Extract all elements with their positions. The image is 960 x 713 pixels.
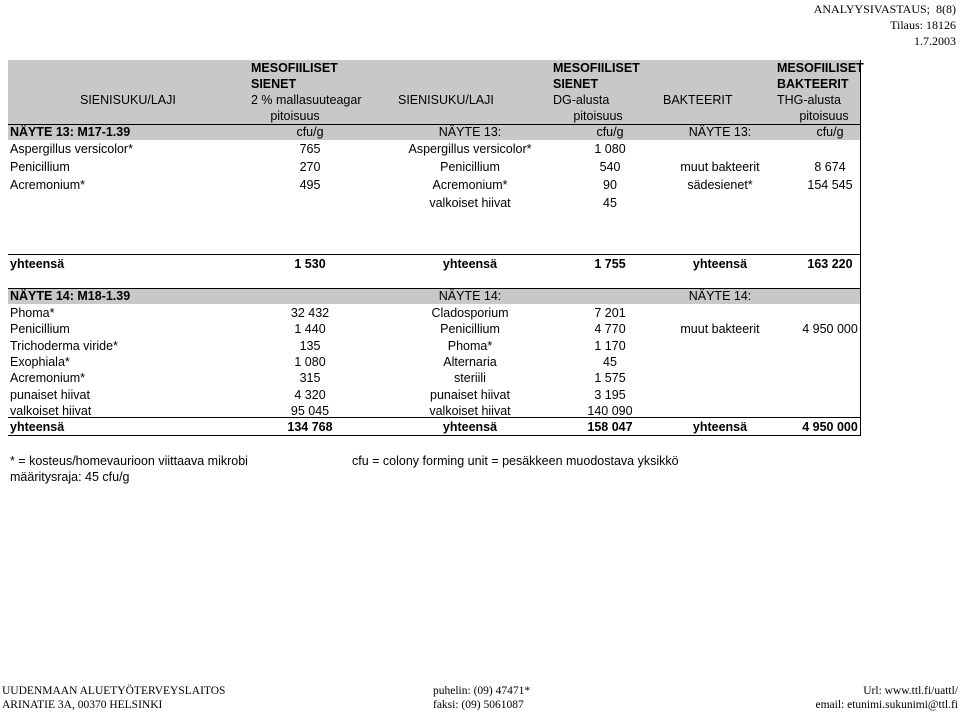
value-1: 765: [299, 142, 321, 156]
value-1: 270: [299, 160, 321, 174]
footer-org: UUDENMAAN ALUETYÖTERVEYSLAITOS: [2, 685, 226, 697]
sample13-unit-3: cfu/g: [816, 125, 844, 139]
value-3: 4 950 000: [802, 322, 858, 337]
report-header: [814, 1, 956, 17]
value-2: 1 755: [594, 257, 626, 271]
species-2: yhteensä: [442, 257, 498, 271]
species-2: Penicillium: [440, 160, 500, 174]
col2-heading-line1: MESOFIILISET: [553, 61, 640, 75]
value-3: 163 220: [807, 257, 853, 271]
species-2: Cladosporium: [431, 306, 509, 320]
value-1: 1 080: [294, 354, 326, 369]
total-row: [0, 419, 960, 435]
species-1: Acremonium*: [10, 178, 86, 192]
species-2: valkoiset hiivat: [429, 403, 511, 418]
species-1: Trichoderma viride*: [10, 338, 118, 353]
species-1: valkoiset hiivat: [10, 403, 92, 418]
value-3: 8 674: [814, 160, 846, 174]
table-row: [0, 338, 960, 354]
col3-heading-line2: BAKTEERIT: [777, 77, 849, 91]
value-1: 95 045: [290, 403, 330, 418]
report-title: ANALYYSIVASTAUS;: [813, 2, 930, 16]
sample13-total-divider: [8, 254, 860, 255]
footer-address: ARINATIE 3A, 00370 HELSINKI: [2, 699, 163, 711]
table-row: [0, 159, 960, 175]
species-3: yhteensä: [692, 257, 748, 271]
value-3: 154 545: [807, 178, 853, 192]
order-number: Tilaus: 18126: [890, 18, 956, 32]
col1-medium: 2 % mallasuuteagar: [251, 93, 362, 107]
species-2: steriili: [454, 371, 486, 386]
species-1: Phoma*: [10, 306, 55, 320]
species-1: yhteensä: [10, 420, 65, 434]
total-row: [0, 256, 960, 272]
value-1: 4 320: [294, 387, 326, 402]
footer-url: Url: www.ttl.fi/uattl/: [863, 685, 958, 697]
species-2: punaiset hiivat: [430, 387, 510, 402]
value-2: 45: [603, 354, 617, 369]
report-page: 8(8): [936, 2, 956, 16]
sample13-unit-1: cfu/g: [296, 125, 324, 139]
value-1: 135: [299, 338, 321, 353]
sample14-label-3: NÄYTE 14:: [688, 289, 752, 303]
pitoisuus-1: pitoisuus: [270, 109, 320, 123]
value-1: 32 432: [290, 306, 330, 320]
species-header-1: SIENISUKU/LAJI: [80, 93, 176, 107]
sample14-total-divider: [8, 417, 860, 418]
footer-email: email: etunimi.sukunimi@ttl.fi: [815, 699, 958, 711]
col1-heading-line1: MESOFIILISET: [251, 61, 338, 75]
species-2: Aspergillus versicolor*: [408, 142, 532, 156]
value-1: 1 440: [294, 322, 326, 337]
table-bottom-line: [8, 435, 860, 436]
value-2: 140 090: [587, 403, 633, 418]
species-1: Acremonium*: [10, 371, 86, 386]
species-1: yhteensä: [10, 257, 65, 271]
table-right-border: [860, 60, 861, 436]
value-1: 495: [299, 178, 321, 192]
sample13-unit-2: cfu/g: [596, 125, 624, 139]
species-3: yhteensä: [692, 420, 748, 434]
value-2: 7 201: [594, 306, 626, 320]
value-2: 158 047: [587, 420, 633, 434]
value-2: 3 195: [594, 387, 626, 402]
sample14-label-2: NÄYTE 14:: [438, 289, 502, 303]
table-row: [0, 354, 960, 370]
table-row: [0, 387, 960, 403]
footer-fax: faksi: (09) 5061087: [433, 699, 524, 711]
species-2: yhteensä: [442, 420, 498, 434]
sample13-label-3: NÄYTE 13:: [688, 125, 752, 139]
value-1: 134 768: [287, 420, 333, 434]
species-2: Phoma*: [447, 338, 493, 353]
value-2: 90: [603, 178, 617, 192]
species-2: valkoiset hiivat: [429, 196, 511, 210]
col3-medium: THG-alusta: [777, 93, 841, 107]
note-limit: määritysraja: 45 cfu/g: [10, 470, 130, 484]
species-2: Acremonium*: [432, 178, 508, 192]
col2-medium: DG-alusta: [553, 93, 610, 107]
sample13-label-2: NÄYTE 13:: [438, 125, 502, 139]
species-header-2: SIENISUKU/LAJI: [398, 93, 494, 107]
col2-heading-line2: SIENET: [553, 77, 599, 91]
value-2: 1 575: [594, 371, 626, 386]
sample14-label: NÄYTE 14: M18-1.39: [10, 289, 131, 303]
species-1: Penicillium: [10, 160, 70, 174]
value-2: 540: [599, 160, 621, 174]
table-row: [0, 321, 960, 337]
col1-heading-line2: SIENET: [251, 77, 297, 91]
value-3: 4 950 000: [802, 420, 858, 434]
value-2: 1 170: [594, 338, 626, 353]
table-row: [0, 177, 960, 193]
col3-heading-line1: MESOFIILISET: [777, 61, 864, 75]
table-row: [0, 305, 960, 321]
report-date: 1.7.2003: [914, 34, 956, 48]
species-3: muut bakteerit: [680, 322, 760, 337]
value-1: 1 530: [294, 257, 326, 271]
species-1: Aspergillus versicolor*: [10, 142, 133, 156]
value-2: 4 770: [594, 322, 626, 337]
species-1: punaiset hiivat: [10, 387, 90, 402]
pitoisuus-2: pitoisuus: [573, 109, 623, 123]
species-3: sädesienet*: [687, 178, 753, 192]
table-row: [0, 141, 960, 157]
value-1: 315: [299, 371, 321, 386]
species-1: Penicillium: [10, 322, 70, 337]
note-asterisk: * = kosteus/homevaurioon viittaava mikrobi: [10, 454, 248, 468]
table-row: [0, 195, 960, 211]
species-3: muut bakteerit: [680, 160, 760, 174]
table-row: [0, 370, 960, 386]
pitoisuus-3: pitoisuus: [799, 109, 849, 123]
species-2: Penicillium: [440, 322, 500, 337]
species-2: Alternaria: [443, 354, 497, 369]
footer-phone: puhelin: (09) 47471*: [433, 685, 531, 697]
species-1: Exophiala*: [10, 354, 70, 369]
note-cfu: cfu = colony forming unit = pesäkkeen muodostava yksikkö: [352, 454, 679, 468]
value-2: 45: [603, 196, 617, 210]
value-2: 1 080: [594, 142, 626, 156]
species-header-3: BAKTEERIT: [663, 93, 733, 107]
sample13-label: NÄYTE 13: M17-1.39: [10, 125, 131, 139]
